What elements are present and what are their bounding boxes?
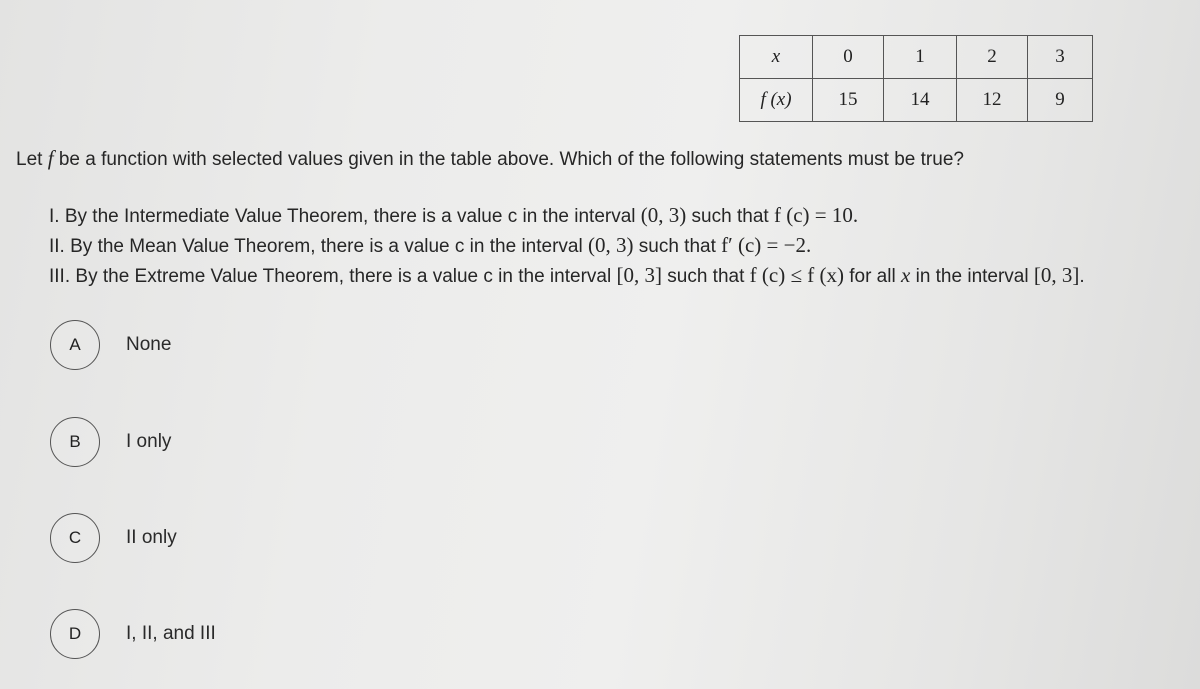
table-cell-fx-2: 12 bbox=[957, 79, 1028, 122]
question-prefix: Let bbox=[16, 149, 48, 170]
choice-a[interactable] bbox=[50, 318, 350, 372]
table-row-fx bbox=[740, 79, 1093, 122]
statement-2-text: II. By the Mean Value Theorem, there is a value c in the interval bbox=[49, 236, 588, 257]
question-text bbox=[16, 146, 964, 171]
choice-d-label: I, II, and III bbox=[126, 623, 216, 644]
table-cell-fx-1: 14 bbox=[884, 79, 957, 122]
statement-1-interval: (0, 3) bbox=[640, 203, 687, 227]
statements-list bbox=[49, 200, 1085, 290]
question-suffix: be a function with selected values given in the table above. Which of the following statements must be true? bbox=[53, 149, 964, 170]
statement-2-connector: such that bbox=[633, 236, 722, 257]
table-cell-x-3: 3 bbox=[1028, 36, 1093, 79]
statement-3-for-all: for all bbox=[843, 266, 901, 287]
choice-d[interactable] bbox=[50, 607, 350, 661]
statement-3-in-interval: in the interval bbox=[910, 266, 1034, 287]
statement-1-expression: f (c) = 10. bbox=[773, 203, 859, 227]
table-header-fx: f (x) bbox=[740, 79, 813, 122]
statement-3-connector: such that bbox=[661, 266, 750, 287]
statement-2-expression: f′ (c) = −2. bbox=[721, 233, 812, 257]
question-function: f bbox=[47, 146, 54, 170]
table-row-x bbox=[740, 36, 1093, 79]
statement-2 bbox=[49, 230, 1085, 260]
choice-d-radio[interactable] bbox=[50, 609, 100, 659]
table-cell-fx-0: 15 bbox=[813, 79, 884, 122]
choice-a-label: None bbox=[126, 334, 172, 355]
choice-c-radio[interactable] bbox=[50, 513, 100, 563]
table-cell-x-0: 0 bbox=[813, 36, 884, 79]
statement-3-text: III. By the Extreme Value Theorem, there is a value c in the interval bbox=[49, 266, 617, 287]
statement-3 bbox=[49, 260, 1085, 290]
statement-1-text: I. By the Intermediate Value Theorem, there is a value c in the interval bbox=[49, 206, 641, 227]
choice-c-letter: C bbox=[68, 528, 82, 547]
statement-1-connector: such that bbox=[686, 206, 774, 227]
choice-b-radio[interactable] bbox=[50, 417, 100, 467]
statement-1 bbox=[49, 200, 1085, 230]
table-header-x: x bbox=[740, 36, 813, 79]
choice-c[interactable] bbox=[50, 511, 350, 565]
statement-2-interval: (0, 3) bbox=[587, 233, 634, 257]
statement-3-interval: [0, 3] bbox=[616, 263, 662, 287]
values-table bbox=[739, 35, 1093, 122]
choice-a-radio[interactable] bbox=[50, 320, 100, 370]
table-cell-x-1: 1 bbox=[884, 36, 957, 79]
table-cell-fx-3: 9 bbox=[1028, 79, 1093, 122]
choice-b-label: I only bbox=[126, 431, 172, 452]
statement-3-period: . bbox=[1079, 266, 1085, 287]
choice-a-letter: A bbox=[69, 335, 81, 354]
choice-d-letter: D bbox=[68, 624, 82, 643]
choice-b[interactable] bbox=[50, 415, 350, 469]
table-cell-x-2: 2 bbox=[957, 36, 1028, 79]
statement-3-expression: f (c) ≤ f (x) bbox=[749, 263, 844, 287]
choice-b-letter: B bbox=[69, 432, 81, 451]
choice-c-label: II only bbox=[126, 527, 177, 548]
statement-3-variable: x bbox=[900, 263, 911, 287]
statement-3-interval-2: [0, 3] bbox=[1033, 263, 1080, 287]
